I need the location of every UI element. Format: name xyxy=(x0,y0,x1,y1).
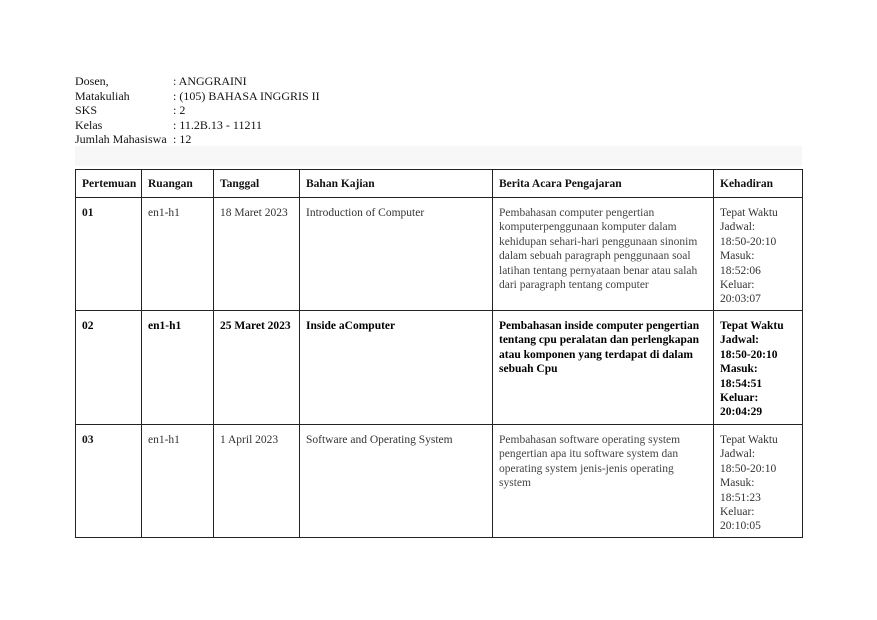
kehadiran-status: Tepat Waktu xyxy=(720,320,784,332)
kehadiran-masuk-value: 18:51:23 xyxy=(720,491,761,504)
info-label: SKS xyxy=(75,103,98,118)
info-value: : 12 xyxy=(173,132,192,147)
cell-pertemuan: 02 xyxy=(76,311,142,425)
info-value: : 11.2B.13 - 11211 xyxy=(173,117,262,132)
column-header-kehadiran: Kehadiran xyxy=(714,170,803,198)
cell-tanggal: 25 Maret 2023 xyxy=(214,311,300,425)
info-row-dosen xyxy=(75,74,320,89)
table-row xyxy=(76,425,803,538)
kehadiran-jadwal-value: 18:50-20:10 xyxy=(720,462,777,475)
kehadiran-jadwal-value: 18:50-20:10 xyxy=(720,235,777,248)
info-row-matakuliah xyxy=(75,89,320,104)
cell-berita-acara: Pembahasan computer pengertian komputerpenggunaan komputer dalam kehidupan sehari-hari penggunaan sinonim dalam sebuah paragraph penggunaan soal latihan tentang pernyataan benar atau salah dari paragraph tentang computer xyxy=(493,198,714,311)
column-header-pertemuan: Pertemuan xyxy=(76,170,142,198)
cell-kehadiran xyxy=(714,198,803,311)
column-header-bahan-kajian: Bahan Kajian xyxy=(300,170,493,198)
kehadiran-keluar-value: 20:10:05 xyxy=(720,520,761,533)
kehadiran-masuk-label: Masuk: xyxy=(720,363,758,376)
cell-ruangan: en1-h1 xyxy=(142,198,214,311)
cell-berita-acara: Pembahasan software operating system pengertian apa itu software system dan operating system jenis-jenis operating system xyxy=(493,425,714,538)
kehadiran-jadwal-label: Jadwal: xyxy=(720,334,759,347)
cell-bahan-kajian: Introduction of Computer xyxy=(300,198,493,311)
kehadiran-status: Tepat Waktu xyxy=(720,434,778,446)
cell-pertemuan: 03 xyxy=(76,425,142,538)
info-label: Jumlah Mahasiswa xyxy=(75,132,167,147)
cell-tanggal: 18 Maret 2023 xyxy=(214,198,300,311)
kehadiran-keluar-label: Keluar: xyxy=(720,392,759,405)
info-label: Kelas xyxy=(75,117,103,132)
table-row xyxy=(76,198,803,311)
info-value: : ANGGRAINI xyxy=(173,74,247,88)
column-header-ruangan: Ruangan xyxy=(142,170,214,198)
kehadiran-keluar-label: Keluar: xyxy=(720,279,755,292)
cell-kehadiran xyxy=(714,425,803,538)
kehadiran-keluar-value: 20:03:07 xyxy=(720,293,761,306)
kehadiran-jadwal-label: Jadwal: xyxy=(720,221,756,234)
cell-ruangan: en1-h1 xyxy=(142,311,214,425)
info-label: Matakuliah xyxy=(75,88,130,103)
kehadiran-jadwal-value: 18:50-20:10 xyxy=(720,348,778,361)
info-row-kelas xyxy=(75,118,320,133)
info-row-sks xyxy=(75,103,320,118)
kehadiran-masuk-label: Masuk: xyxy=(720,477,755,490)
info-value: : 2 xyxy=(173,103,186,118)
attendance-table xyxy=(75,169,803,538)
cell-kehadiran xyxy=(714,311,803,425)
column-header-berita-acara: Berita Acara Pengajaran xyxy=(493,170,714,198)
kehadiran-jadwal-label: Jadwal: xyxy=(720,448,756,461)
info-row-jumlah-mahasiswa xyxy=(75,132,320,147)
kehadiran-masuk-value: 18:52:06 xyxy=(720,264,761,277)
cell-berita-acara: Pembahasan inside computer pengertian tentang cpu peralatan dan perlengkapan atau komponen yang terdapat di dalam sebuah Cpu xyxy=(493,311,714,425)
kehadiran-masuk-label: Masuk: xyxy=(720,250,755,263)
cell-bahan-kajian: Inside aComputer xyxy=(300,311,493,425)
info-value: : (105) BAHASA INGGRIS II xyxy=(173,88,320,103)
info-label: Dosen, xyxy=(75,74,109,88)
kehadiran-keluar-value: 20:04:29 xyxy=(720,406,763,419)
course-info xyxy=(75,74,320,147)
cell-bahan-kajian: Software and Operating System xyxy=(300,425,493,538)
cell-ruangan: en1-h1 xyxy=(142,425,214,538)
kehadiran-keluar-label: Keluar: xyxy=(720,506,755,519)
header-separator-band xyxy=(75,146,802,166)
table-row xyxy=(76,311,803,425)
cell-pertemuan: 01 xyxy=(76,198,142,311)
cell-tanggal: 1 April 2023 xyxy=(214,425,300,538)
table-header-row xyxy=(76,170,803,198)
kehadiran-masuk-value: 18:54:51 xyxy=(720,377,763,390)
kehadiran-status: Tepat Waktu xyxy=(720,207,778,219)
column-header-tanggal: Tanggal xyxy=(214,170,300,198)
